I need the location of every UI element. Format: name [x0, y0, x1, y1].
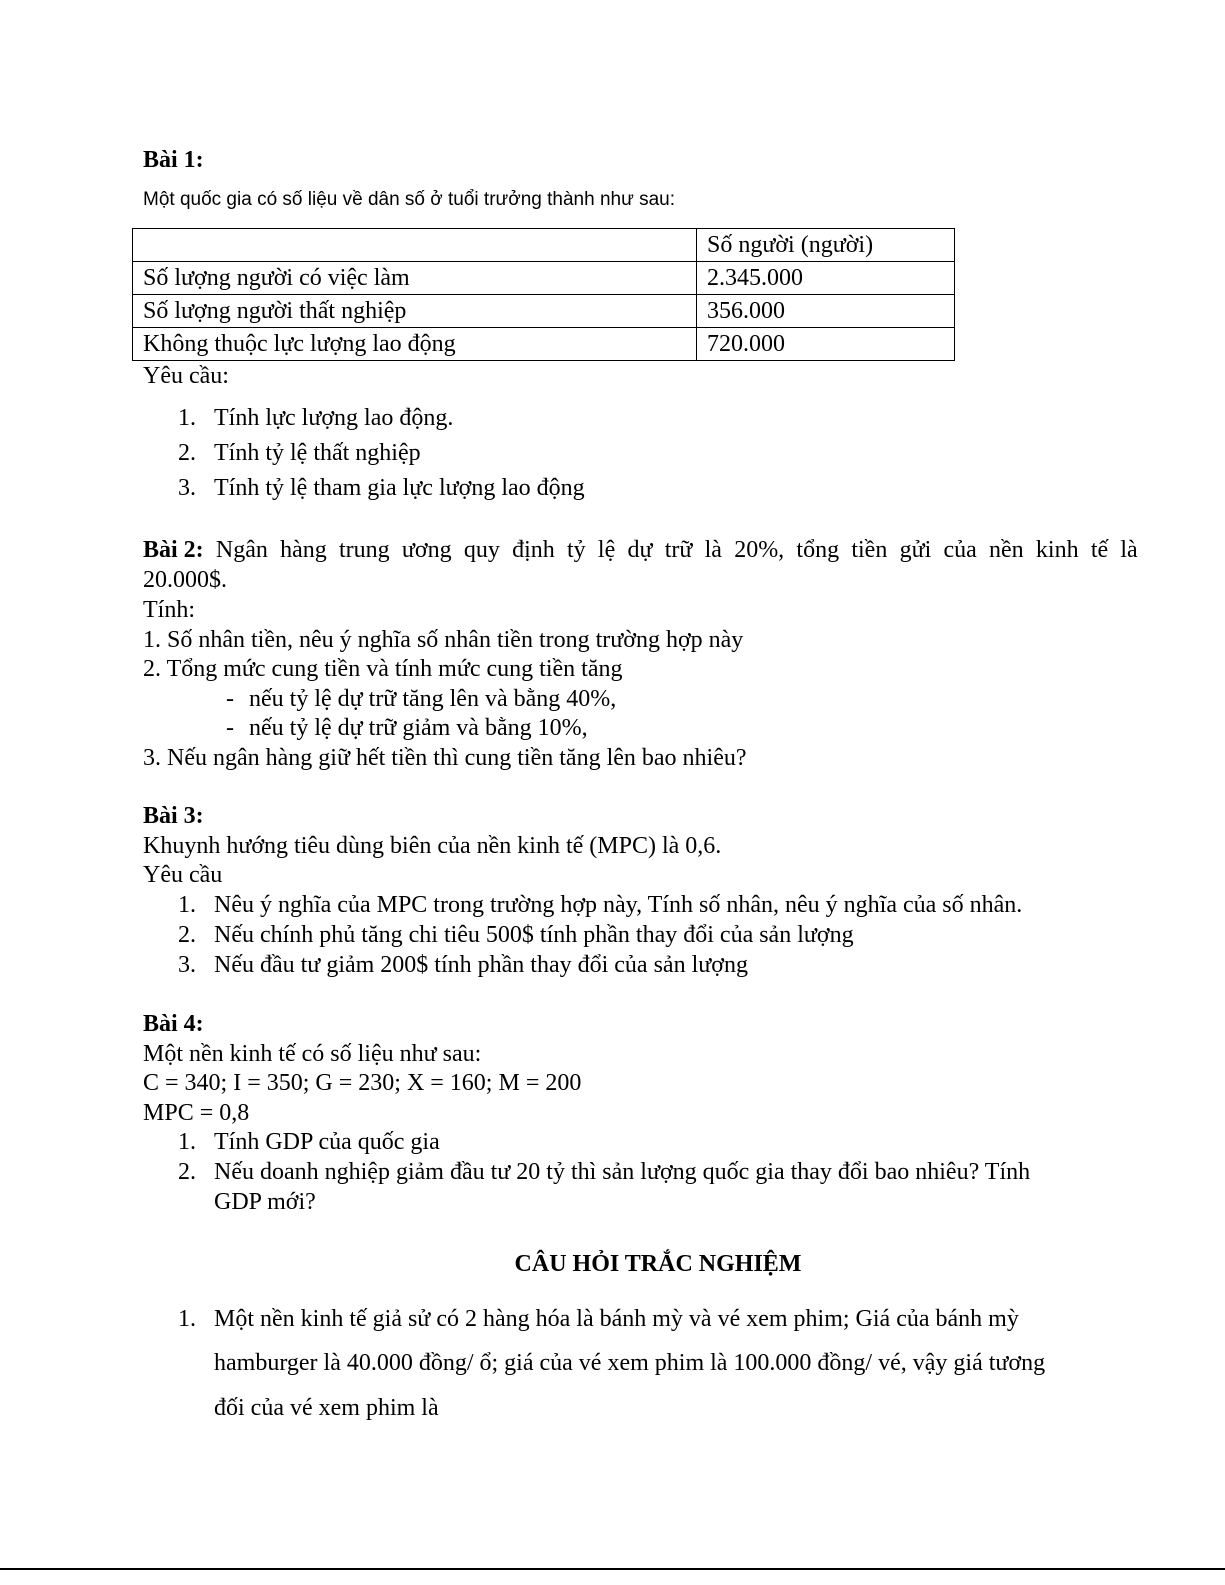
table-row [133, 262, 955, 295]
bai2-question-3: 3. Nếu ngân hàng giữ hết tiền thì cung tiền tăng lên bao nhiêu? [143, 745, 747, 771]
bai4-item-text-continued: GDP mới? [214, 1189, 316, 1215]
bai2-line2: 20.000$. [143, 567, 227, 593]
word: là [704, 537, 722, 563]
bai4-item-text: Nếu doanh nghiệp giảm đầu tư 20 tỷ thì sản lượng quốc gia thay đổi bao nhiêu? Tính [214, 1159, 1031, 1185]
bai2-question-2: 2. Tổng mức cung tiền và tính mức cung tiền tăng [143, 656, 623, 682]
bai4-item-text: Tính GDP của quốc gia [214, 1129, 440, 1155]
quiz-question-line: đối của vé xem phim là [214, 1395, 439, 1421]
bai4-item-number: 1. [178, 1129, 196, 1155]
word: dự [627, 537, 653, 563]
quiz-title: CÂU HỎI TRẮC NGHIỆM [514, 1251, 802, 1277]
bai1-intro: Một quốc gia có số liệu về dân số ở tuổi trưởng thành như sau: [143, 189, 675, 210]
bai4-line1: Một nền kinh tế có số liệu như sau: [143, 1041, 482, 1067]
word: trữ [664, 537, 693, 563]
word: tỷ [567, 537, 586, 563]
table-header-row [133, 229, 955, 262]
bai3-item-text: Nếu đầu tư giảm 200$ tính phần thay đổi của sản lượng [214, 952, 748, 978]
word: hàng [280, 537, 327, 563]
word: tế [1090, 537, 1109, 563]
bai2-question-1: 1. Số nhân tiền, nêu ý nghĩa số nhân tiền trong trường hợp này [143, 627, 744, 653]
bai2-first-line [143, 538, 1138, 562]
bai1-item-text: Tính tỷ lệ tham gia lực lượng lao động [214, 475, 585, 501]
bai3-request-label: Yêu cầu [143, 862, 223, 888]
word: tổng [796, 537, 840, 563]
word: lệ [597, 537, 616, 563]
bai3-item-number: 2. [178, 922, 196, 948]
bai4-item-number: 2. [178, 1159, 196, 1185]
word: ương [401, 537, 452, 563]
table-row [133, 295, 955, 328]
bullet-dash: - [226, 715, 234, 741]
table-header-cell [133, 229, 697, 262]
table-cell-label: Số lượng người thất nghiệp [133, 295, 697, 328]
word: là [1120, 537, 1138, 563]
bai4-line3: MPC = 0,8 [143, 1100, 250, 1126]
table-cell-label: Số lượng người có việc làm [133, 262, 697, 295]
table-cell-value: 356.000 [697, 295, 955, 328]
word: 20%, [734, 537, 785, 563]
bai3-item-text: Nếu chính phủ tăng chi tiêu 500$ tính phần thay đổi của sản lượng [214, 922, 854, 948]
bai1-request-label: Yêu cầu: [143, 363, 229, 389]
word: kinh [1035, 537, 1079, 563]
word: Ngân [215, 537, 268, 563]
bai2-bullet-text: nếu tỷ lệ dự trữ giảm và bằng 10%, [249, 715, 588, 741]
bai1-heading: Bài 1: [143, 147, 204, 173]
table-cell-label: Không thuộc lực lượng lao động [133, 328, 697, 361]
word: của [943, 537, 977, 563]
bai1-item-text: Tính tỷ lệ thất nghiệp [214, 440, 421, 466]
bai3-item-text: Nêu ý nghĩa của MPC trong trường hợp này, Tính số nhân, nêu ý nghĩa của số nhân. [214, 892, 1023, 918]
word: trung [339, 537, 390, 563]
word: quy [463, 537, 500, 563]
bai1-item-text: Tính lực lượng lao động. [214, 405, 454, 431]
table-cell-value: 2.345.000 [697, 262, 955, 295]
bai4-line2: C = 340; I = 350; G = 230; X = 160; M = 200 [143, 1070, 582, 1096]
quiz-question-number: 1. [178, 1306, 196, 1332]
table-header-cell: Số người (người) [697, 229, 955, 262]
bai1-item-number: 1. [178, 405, 196, 431]
word: nền [989, 537, 1024, 563]
table-cell-value: 720.000 [697, 328, 955, 361]
bai1-item-number: 3. [178, 475, 196, 501]
word: định [512, 537, 555, 563]
bai3-line1: Khuynh hướng tiêu dùng biên của nền kinh tế (MPC) là 0,6. [143, 833, 722, 859]
word: tiền [851, 537, 888, 563]
bai2-heading: Bài 2: [143, 537, 204, 563]
population-table [132, 228, 955, 361]
word: gửi [899, 537, 932, 563]
bai3-heading: Bài 3: [143, 803, 204, 829]
bai2-calc-label: Tính: [143, 597, 195, 623]
bai4-heading: Bài 4: [143, 1011, 204, 1037]
page-bottom-rule [0, 1568, 1225, 1570]
bai2-bullet-text: nếu tỷ lệ dự trữ tăng lên và bằng 40%, [249, 686, 617, 712]
bullet-dash: - [226, 686, 234, 712]
table-row [133, 328, 955, 361]
bai3-item-number: 3. [178, 952, 196, 978]
quiz-question-line: Một nền kinh tế giả sử có 2 hàng hóa là bánh mỳ và vé xem phim; Giá của bánh mỳ [214, 1306, 1019, 1332]
bai1-item-number: 2. [178, 440, 196, 466]
bai3-item-number: 1. [178, 892, 196, 918]
quiz-question-line: hamburger là 40.000 đồng/ ổ; giá của vé xem phim là 100.000 đồng/ vé, vậy giá tương [214, 1350, 1046, 1376]
